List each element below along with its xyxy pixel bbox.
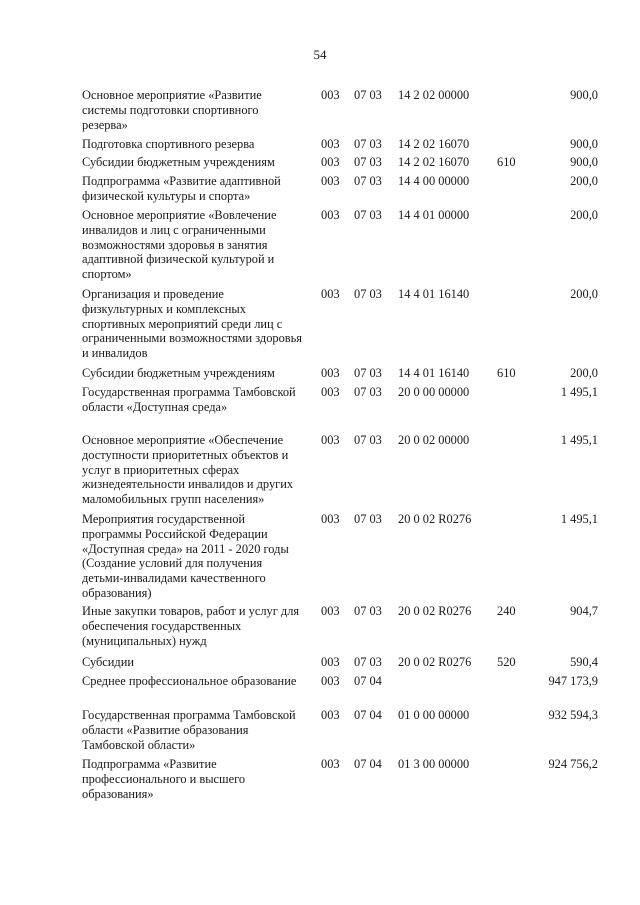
- row-admin-code: 003: [321, 674, 340, 688]
- row-amount: 900,0: [570, 155, 598, 169]
- row-admin-code: 003: [321, 208, 340, 222]
- row-expense-code: 240: [497, 604, 516, 618]
- row-section-code: 07 03: [354, 604, 382, 618]
- row-target-code: 20 0 02 R0276: [398, 604, 472, 618]
- row-target-code: 14 2 02 00000: [398, 88, 470, 102]
- row-name: Государственная программа Тамбовской области «Доступная среда»: [82, 385, 296, 414]
- row-section-code: 07 03: [354, 433, 382, 447]
- row-admin-code: 003: [321, 604, 340, 618]
- row-amount: 900,0: [570, 88, 598, 102]
- row-target-code: 20 0 02 R0276: [398, 512, 472, 526]
- row-expense-code: 520: [497, 655, 516, 669]
- row-name: Государственная программа Тамбовской области «Развитие образования Тамбовской области»: [82, 708, 296, 752]
- row-target-code: 14 4 01 16140: [398, 287, 470, 301]
- row-section-code: 07 03: [354, 287, 382, 301]
- row-amount: 590,4: [570, 655, 598, 669]
- row-admin-code: 003: [321, 708, 340, 722]
- row-name: Подпрограмма «Развитие адаптивной физической культуры и спорта»: [82, 174, 281, 203]
- row-amount: 900,0: [570, 137, 598, 151]
- row-name: Подпрограмма «Развитие профессионального и высшего образования»: [82, 757, 246, 801]
- row-target-code: 14 4 01 16140: [398, 366, 470, 380]
- row-amount: 924 756,2: [548, 757, 598, 771]
- row-name: Организация и проведение физкультурных и комплексных спортивных мероприятий среди лиц с ограниченными возможностями здоровья и инвалидов: [82, 287, 303, 361]
- row-name: Иные закупки товаров, работ и услуг для обеспечения государственных (муниципальных) нужд: [82, 604, 300, 648]
- row-name: Основное мероприятие «Обеспечение доступности приоритетных объектов и услуг в приоритетных сферах жизнедеятельности инвалидов и других маломобильных групп населения»: [82, 433, 294, 507]
- row-section-code: 07 04: [354, 674, 382, 688]
- row-target-code: 14 4 01 00000: [398, 208, 470, 222]
- row-admin-code: 003: [321, 433, 340, 447]
- row-amount: 200,0: [570, 366, 598, 380]
- row-admin-code: 003: [321, 757, 340, 771]
- row-name: Подготовка спортивного резерва: [82, 137, 255, 151]
- row-admin-code: 003: [321, 88, 340, 102]
- row-section-code: 07 04: [354, 708, 382, 722]
- row-amount: 1 495,1: [560, 433, 598, 447]
- row-name: Субсидии: [82, 655, 134, 669]
- row-name: Мероприятия государственной программы Российской Федерации «Доступная среда» на 2011 - 2020 годы (Создание условий для получения детьми-инвалидами качественного образования): [82, 512, 289, 600]
- row-amount: 947 173,9: [548, 674, 598, 688]
- row-name: Среднее профессиональное образование: [82, 674, 297, 688]
- row-amount: 1 495,1: [560, 512, 598, 526]
- row-admin-code: 003: [321, 155, 340, 169]
- row-section-code: 07 04: [354, 757, 382, 771]
- row-amount: 1 495,1: [560, 385, 598, 399]
- row-expense-code: 610: [497, 366, 516, 380]
- row-target-code: 20 0 02 00000: [398, 433, 470, 447]
- row-section-code: 07 03: [354, 155, 382, 169]
- row-target-code: 01 3 00 00000: [398, 757, 470, 771]
- row-amount: 904,7: [570, 604, 598, 618]
- row-target-code: 01 0 00 00000: [398, 708, 470, 722]
- row-admin-code: 003: [321, 366, 340, 380]
- row-target-code: 14 4 00 00000: [398, 174, 470, 188]
- row-section-code: 07 03: [354, 512, 382, 526]
- row-name: Основное мероприятие «Вовлечение инвалидов и лиц с ограниченными возможностями здоровья в занятия адаптивной физической культурой и спортом»: [82, 208, 277, 282]
- row-target-code: 20 0 00 00000: [398, 385, 470, 399]
- row-amount: 200,0: [570, 174, 598, 188]
- row-target-code: 14 2 02 16070: [398, 155, 470, 169]
- page-number: 54: [313, 47, 327, 62]
- row-amount: 932 594,3: [548, 708, 598, 722]
- row-amount: 200,0: [570, 208, 598, 222]
- row-admin-code: 003: [321, 287, 340, 301]
- row-section-code: 07 03: [354, 174, 382, 188]
- row-target-code: 14 2 02 16070: [398, 137, 470, 151]
- row-name: Основное мероприятие «Развитие системы подготовки спортивного резерва»: [82, 88, 262, 132]
- row-name: Субсидии бюджетным учреждениям: [82, 155, 275, 169]
- row-admin-code: 003: [321, 174, 340, 188]
- row-name: Субсидии бюджетным учреждениям: [82, 366, 275, 380]
- row-admin-code: 003: [321, 385, 340, 399]
- row-admin-code: 003: [321, 137, 340, 151]
- row-admin-code: 003: [321, 655, 340, 669]
- row-admin-code: 003: [321, 512, 340, 526]
- row-expense-code: 610: [497, 155, 516, 169]
- row-section-code: 07 03: [354, 385, 382, 399]
- row-target-code: 20 0 02 R0276: [398, 655, 472, 669]
- row-section-code: 07 03: [354, 655, 382, 669]
- row-section-code: 07 03: [354, 88, 382, 102]
- row-amount: 200,0: [570, 287, 598, 301]
- row-section-code: 07 03: [354, 137, 382, 151]
- row-section-code: 07 03: [354, 208, 382, 222]
- row-section-code: 07 03: [354, 366, 382, 380]
